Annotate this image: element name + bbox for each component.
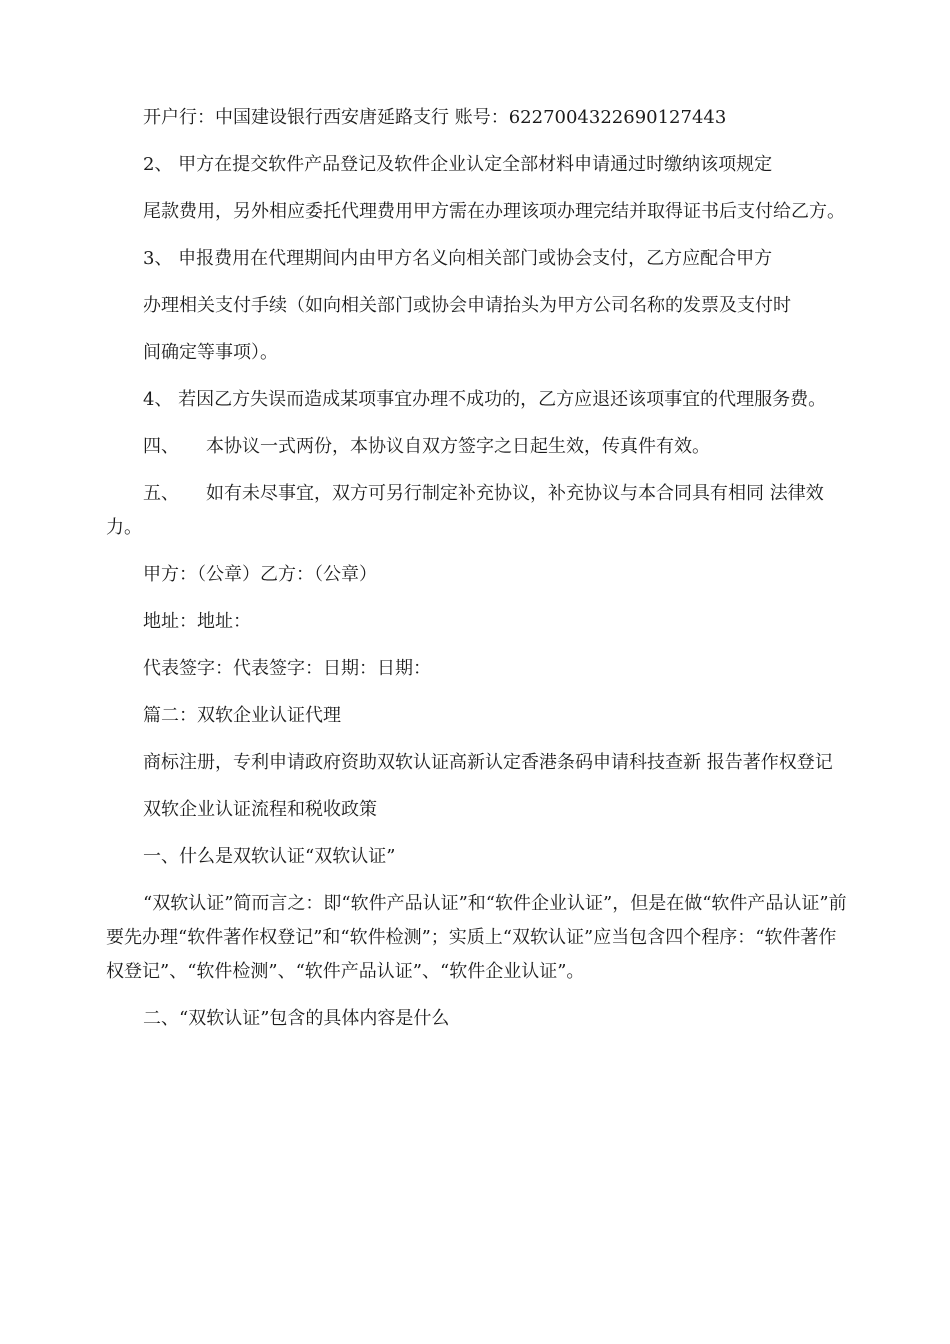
paragraph-bank-account: 开户行：中国建设银行西安唐延路支行 账号：6227004322690127443 bbox=[143, 107, 727, 128]
paragraph-item-2: 2、 甲方在提交软件产品登记及软件企业认定全部材料申请通过时缴纳该项规定 bbox=[143, 154, 773, 175]
paragraph-section-5: 五、 如有未尽事宜，双方可另行制定补充协议，补充协议与本合同具有相同 法律效力。 bbox=[106, 483, 824, 538]
paragraph-heading-contents: 二、“双软认证”包含的具体内容是什么 bbox=[143, 1008, 450, 1029]
paragraph-heading-what-is: 一、什么是双软认证“双软认证” bbox=[143, 846, 396, 867]
paragraph-process-title: 双软企业认证流程和税收政策 bbox=[143, 799, 377, 820]
paragraph-item-3-continued: 办理相关支付手续（如向相关部门或协会申请抬头为甲方公司名称的发票及支付时 bbox=[143, 295, 791, 316]
document-body bbox=[106, 101, 848, 1049]
paragraph-definition: “双软认证”简而言之：即“软件产品认证”和“软件企业认证”，但是在做“软件产品认证”前要先办理“软件著作权登记”和“软件检测”；实质上“双软认证”应当包含四个程序：“软件著作权登记”、“软件检测”、“软件产品认证”、“软件企业认证”。 bbox=[106, 893, 847, 982]
paragraph-section-4: 四、 本协议一式两份，本协议自双方签字之日起生效，传真件有效。 bbox=[143, 436, 710, 457]
paragraph-item-3: 3、 申报费用在代理期间内由甲方名义向相关部门或协会支付，乙方应配合甲方 bbox=[143, 248, 773, 269]
paragraph-services-list: 商标注册，专利申请政府资助双软认证高新认定香港条码申请科技查新 报告著作权登记 bbox=[143, 752, 833, 773]
paragraph-addresses: 地址：地址： bbox=[143, 611, 251, 632]
paragraph-signatures-dates: 代表签字：代表签字：日期：日期： bbox=[143, 658, 431, 679]
paragraph-item-2-continued: 尾款费用，另外相应委托代理费用甲方需在办理该项办理完结并取得证书后支付给乙方。 bbox=[143, 201, 845, 222]
paragraph-party-seals: 甲方：（公章）乙方：（公章） bbox=[143, 564, 377, 585]
paragraph-item-4: 4、 若因乙方失误而造成某项事宜办理不成功的，乙方应退还该项事宜的代理服务费。 bbox=[143, 389, 827, 410]
paragraph-item-3-end: 间确定等事项）。 bbox=[143, 342, 278, 363]
paragraph-part-two-title: 篇二：双软企业认证代理 bbox=[143, 705, 341, 726]
